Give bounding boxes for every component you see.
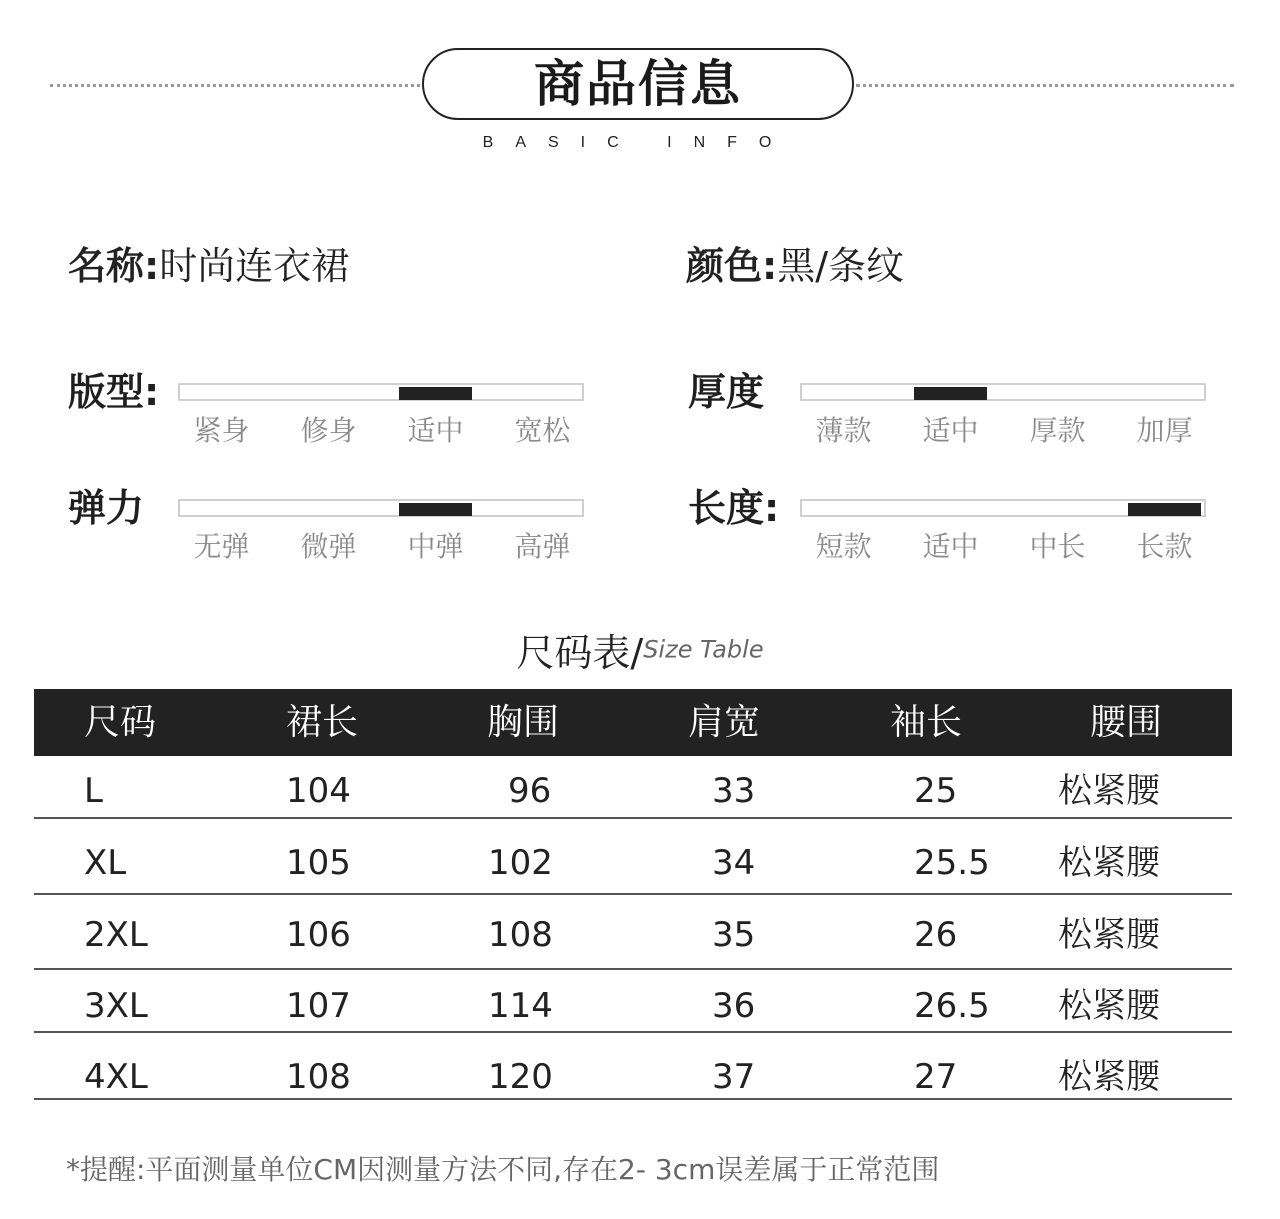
table-cell: 104: [286, 771, 351, 811]
scale-option: 紧身: [193, 414, 250, 447]
table-cell: 34: [712, 843, 756, 883]
size-table-title-en: Size Table: [643, 635, 764, 664]
table-cell: 33: [712, 771, 756, 811]
product-color-value: 黑/条纹: [777, 244, 905, 288]
attribute-label: 弹力: [68, 486, 145, 530]
attribute-label: 长度:: [688, 486, 780, 530]
scale-option: 修身: [300, 414, 357, 447]
size-table-title-cn: 尺码表/: [516, 631, 644, 675]
scale-labels: [168, 530, 598, 570]
table-row: [34, 1033, 1232, 1100]
column-header: 腰围: [1090, 702, 1163, 743]
scale-option: 高弹: [514, 530, 571, 563]
header-divider-left: [50, 84, 420, 87]
scale-labels: [790, 414, 1220, 454]
table-cell: 114: [488, 986, 553, 1026]
product-color-label: 颜色:: [686, 244, 778, 288]
section-title: 商品信息: [422, 48, 854, 120]
table-row: [34, 970, 1232, 1033]
column-header: 肩宽: [688, 702, 761, 743]
column-header: 袖长: [890, 702, 963, 743]
scale-option: 短款: [815, 530, 872, 563]
table-cell: 108: [488, 915, 553, 955]
scale-option: 加厚: [1136, 414, 1193, 447]
scale-indicator: [914, 387, 987, 400]
table-cell: 松紧腰: [1058, 915, 1160, 955]
scale-indicator: [1128, 503, 1201, 516]
table-row: [34, 819, 1232, 895]
section-subtitle: BASIC INFO: [482, 134, 794, 151]
table-cell: 2XL: [84, 915, 148, 955]
scale-labels: [790, 530, 1220, 570]
table-cell: 26: [914, 915, 958, 955]
scale-option: 微弹: [300, 530, 357, 563]
scale-option: 适中: [407, 414, 464, 447]
column-header: 裙长: [286, 702, 359, 743]
scale-option: 长款: [1136, 530, 1193, 563]
attribute-scale: [178, 499, 584, 517]
scale-option: 宽松: [514, 414, 571, 447]
attribute-label: 版型:: [68, 370, 160, 414]
product-name-value: 时尚连衣裙: [159, 244, 350, 288]
table-cell: 3XL: [84, 986, 148, 1026]
table-cell: 37: [712, 1057, 756, 1097]
attribute-scale: [178, 383, 584, 401]
scale-option: 厚款: [1029, 414, 1086, 447]
table-cell: 36: [712, 986, 756, 1026]
table-cell: 120: [488, 1057, 553, 1097]
scale-option: 适中: [922, 530, 979, 563]
table-cell: 松紧腰: [1058, 1057, 1160, 1097]
attribute-scale: [800, 383, 1206, 401]
product-color: [686, 244, 904, 288]
column-header: 尺码: [84, 702, 157, 743]
table-cell: 松紧腰: [1058, 771, 1160, 811]
scale-option: 中长: [1029, 530, 1086, 563]
product-name: [68, 244, 349, 288]
table-cell: 25: [914, 771, 958, 811]
table-cell: 松紧腰: [1058, 986, 1160, 1026]
table-cell: 102: [488, 843, 553, 883]
scale-option: 无弹: [193, 530, 250, 563]
table-cell: 26.5: [914, 986, 990, 1026]
scale-indicator: [399, 387, 472, 400]
size-table-title: [0, 622, 1280, 677]
table-cell: 96: [508, 771, 552, 811]
scale-indicator: [399, 503, 472, 516]
attribute-label: 厚度: [688, 370, 765, 414]
table-cell: 108: [286, 1057, 351, 1097]
table-cell: 106: [286, 915, 351, 955]
size-table-header: [34, 689, 1232, 756]
table-cell: 4XL: [84, 1057, 148, 1097]
table-cell: 27: [914, 1057, 958, 1097]
measurement-note: *提醒:平面测量单位CM因测量方法不同,存在2- 3cm误差属于正常范围: [66, 1153, 940, 1186]
table-cell: 25.5: [914, 843, 990, 883]
table-cell: L: [84, 771, 103, 811]
scale-option: 中弹: [407, 530, 464, 563]
product-name-label: 名称:: [68, 244, 160, 288]
header-divider-right: [856, 84, 1234, 87]
table-cell: 松紧腰: [1058, 843, 1160, 883]
table-cell: 105: [286, 843, 351, 883]
table-row: [34, 895, 1232, 970]
column-header: 胸围: [487, 702, 560, 743]
table-cell: XL: [84, 843, 127, 883]
scale-option: 适中: [922, 414, 979, 447]
table-cell: 35: [712, 915, 756, 955]
scale-labels: [168, 414, 598, 454]
attribute-scale: [800, 499, 1206, 517]
scale-option: 薄款: [815, 414, 872, 447]
table-cell: 107: [286, 986, 351, 1026]
table-row: [34, 757, 1232, 819]
